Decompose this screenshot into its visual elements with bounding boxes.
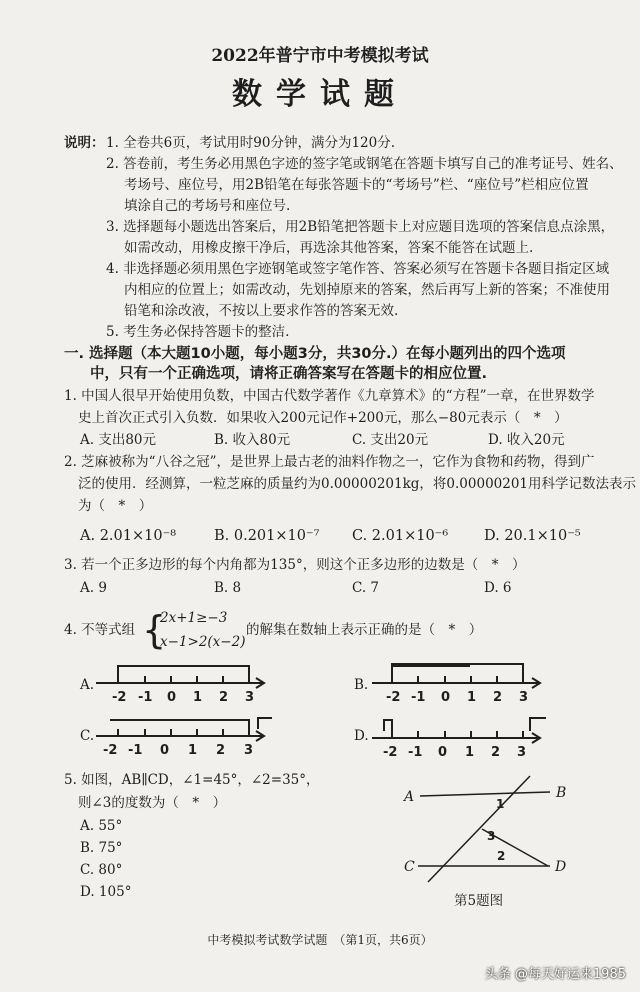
section-heading: 中，只有一个正确选项，请将正确答案写在答题卡的相应位置.	[90, 366, 488, 382]
option-b: B. 75°	[80, 840, 123, 856]
inequality-1: 2x+1≥−3	[160, 610, 228, 626]
instruction-line: 1. 全卷共6页，考试用时90分钟，满分为120分.	[106, 135, 395, 151]
tick-label: 2	[491, 745, 501, 760]
inequality-2: x−1>2(x−2)	[160, 634, 246, 650]
question-4-prefix: 4. 不等式组	[64, 622, 136, 638]
tick-label: -1	[408, 745, 423, 760]
tick-label: -2	[112, 690, 127, 705]
tick-label: 3	[244, 743, 254, 758]
instruction-line: 考场号、座位号，用2B铅笔在每张答题卡的“考场号”栏、“座位号”栏相应位置	[124, 177, 589, 193]
tick-label: 2	[216, 743, 226, 758]
tick-label: -2	[383, 745, 398, 760]
tick-label: 1	[188, 743, 198, 758]
section-heading: 一. 选择题（本大题10小题，每小题3分，共30分.）在每小题列出的四个选项	[64, 346, 566, 362]
question-1-text: 1. 中国人很早开始使用负数，中国古代数学著作《九章算术》的“方程”一章，在世界数学	[64, 388, 595, 404]
option-c: C. 7	[352, 580, 380, 596]
tick-label: 3	[245, 690, 255, 705]
option-d: D. 6	[484, 580, 512, 596]
instruction-line: 2. 答卷前，考生务必用黑色字迹的签字笔或钢笔在答题卡填写自己的准考证号、姓名、	[106, 156, 623, 172]
option-a: A.	[80, 677, 95, 693]
question-2-text: 泛的使用．经测算，一粒芝麻的质量约为0.00000201kg，将0.00000201用科学记数法表示	[78, 476, 637, 492]
option-c: C.	[80, 728, 95, 744]
tick-label: 0	[167, 690, 177, 705]
tick-label: 0	[160, 743, 170, 758]
question-1-text: 史上首次正式引入负数．如果收入200元记作+200元，那么−80元表示（ * ）	[78, 410, 568, 426]
option-b: B. 收入80元	[214, 432, 291, 448]
exam-title: 2022年普宁市中考模拟考试	[211, 46, 429, 66]
point-c: C	[404, 859, 415, 875]
option-c: C. 支出20元	[352, 432, 429, 448]
figure-caption: 第5题图	[454, 893, 504, 909]
angle-3-label: 3	[487, 829, 496, 843]
option-c: C. 2.01×10⁻⁶	[352, 528, 449, 544]
question-2-text: 2. 芝麻被称为“八谷之冠”，是世界上最古老的油料作物之一，它作为食物和药物，得到广	[64, 454, 595, 470]
instructions-label: 说明：	[64, 135, 105, 151]
instruction-line: 填涂自己的考场号和座位号.	[124, 198, 291, 214]
watermark: 头条 @每天好运来1985	[484, 967, 626, 982]
question-4-suffix: 的解集在数轴上表示正确的是（ * ）	[246, 622, 483, 638]
tick-label: 1	[467, 690, 477, 705]
tick-label: 2	[493, 690, 503, 705]
point-a: A	[404, 789, 415, 805]
tick-label: -1	[128, 743, 143, 758]
tick-label: -2	[386, 690, 401, 705]
angle-1-label: 1	[496, 797, 505, 811]
question-5-text: 5. 如图，AB∥CD，∠1=45°，∠2=35°，	[64, 772, 320, 788]
question-2-text: 为（ * ）	[78, 498, 153, 514]
tick-label: 1	[193, 690, 203, 705]
tick-label: -1	[411, 690, 426, 705]
instruction-line: 4. 非选择题必须用黑色字迹钢笔或签字笔作答、答案必须写在答题卡各题目指定区域	[106, 261, 610, 277]
angle-2-label: 2	[497, 849, 506, 863]
instruction-line: 内相应的位置上；如需改动，先划掉原来的答案，然后再写上新的答案；不准使用	[124, 282, 610, 298]
tick-label: 0	[438, 745, 448, 760]
tick-label: -2	[103, 743, 118, 758]
tick-label: 3	[517, 745, 527, 760]
option-b: B. 8	[214, 580, 242, 596]
page-footer: 中考模拟考试数学试题 （第1页，共6页）	[207, 933, 433, 947]
option-a: A. 2.01×10⁻⁸	[80, 528, 177, 544]
option-c: C. 80°	[80, 862, 123, 878]
tick-label: 0	[441, 690, 451, 705]
instruction-line: 铅笔和涂改液，不按以上要求作答的答案无效.	[124, 303, 399, 319]
option-d: D.	[354, 728, 369, 744]
option-d: D. 105°	[80, 884, 132, 900]
instruction-line: 5. 考生务必保持答题卡的整洁.	[106, 324, 290, 340]
option-b: B. 0.201×10⁻⁷	[214, 528, 320, 544]
tick-label: -1	[138, 690, 153, 705]
option-a: A. 9	[80, 580, 107, 596]
option-d: D. 收入20元	[488, 432, 565, 448]
tick-label: 2	[219, 690, 229, 705]
option-d: D. 20.1×10⁻⁵	[484, 528, 581, 544]
subject-title: 数学试题	[232, 77, 408, 112]
tick-label: 1	[465, 745, 475, 760]
system-brace: {	[142, 608, 167, 652]
point-b: B	[556, 785, 567, 801]
option-a: A. 55°	[80, 818, 123, 834]
option-b: B.	[354, 677, 369, 693]
tick-label: 3	[519, 690, 529, 705]
option-a: A. 支出80元	[80, 432, 157, 448]
question-3-text: 3. 若一个正多边形的每个内角都为135°，则这个正多边形的边数是（ * ）	[64, 557, 526, 573]
point-d: D	[555, 859, 567, 875]
line-ab	[420, 792, 550, 796]
question-5-text: 则∠3的度数为（ * ）	[78, 795, 227, 811]
instruction-line: 3. 选择题每小题选出答案后，用2B铅笔把答题卡上对应题目选项的答案信息点涂黑，	[106, 219, 615, 235]
instruction-line: 如需改动，用橡皮擦干净后，再选涂其他答案，答案不能答在试题上.	[124, 240, 534, 256]
